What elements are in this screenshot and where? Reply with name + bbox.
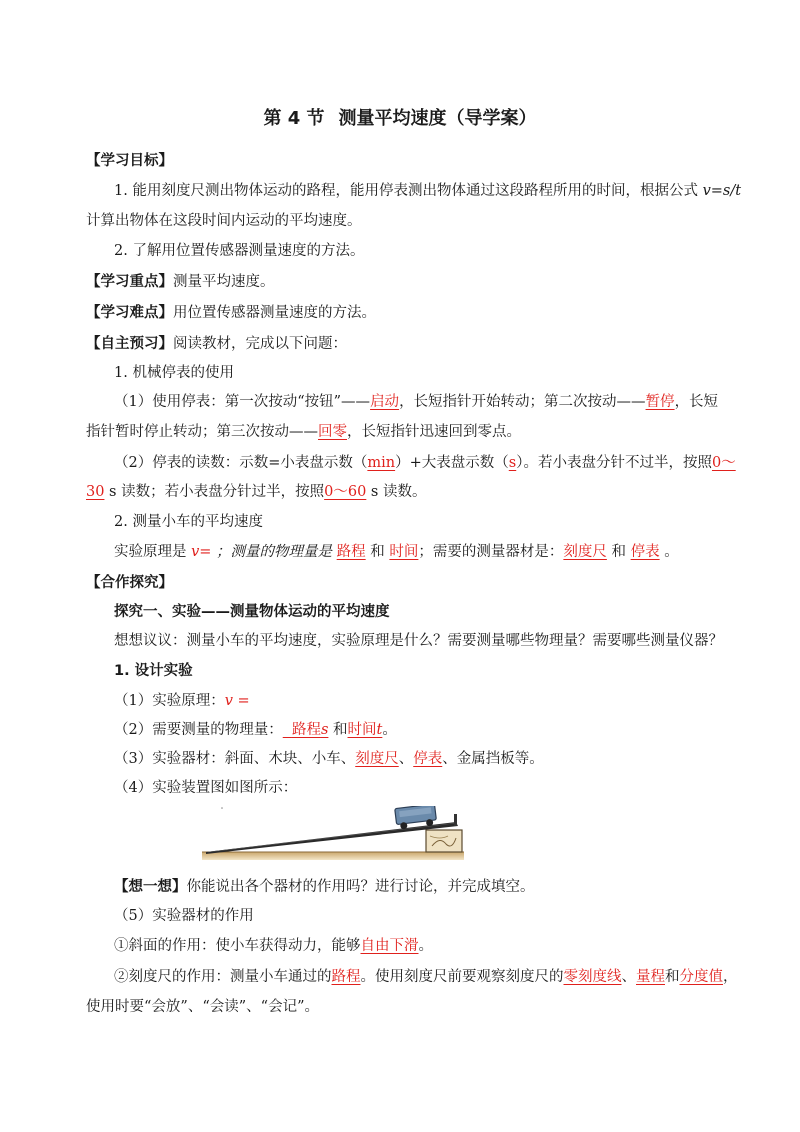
key-point: 【学习重点】测量平均速度。 [86, 274, 275, 290]
preview-heading: 【自主预习】阅读教材，完成以下问题： [86, 336, 347, 352]
goal-2: 2. 了解用位置传感器测量速度的方法。 [114, 243, 365, 259]
incline-apparatus-illustration [200, 806, 470, 868]
coop-heading: 【合作探究】 [86, 575, 173, 591]
principle-line: 实验原理是 v= ；测量的物理量是 路程 和 时间；需要的测量器材是：刻度尺 和 停表 。 [114, 544, 679, 560]
answer-pause: 暂停 [645, 394, 675, 410]
design-equipment: （3）实验器材：斜面、木块、小车、刻度尺、停表、金属挡板等。 [114, 751, 544, 767]
stopwatch-usage-cont: 指针暂时停止转动；第三次按动——回零，长短指针迅速回到零点。 [86, 424, 521, 440]
page-title: 第 4 节 测量平均速度（导学案） [263, 108, 537, 129]
think-prompt: 【想一想】你能说出各个器材的作用吗？进行讨论，并完成填空。 [114, 879, 535, 895]
stopwatch-reading-cont: 30 s 读数；若小表盘分针过半，按照0～60 s 读数。 [86, 484, 427, 500]
equipment-roles-title: （5）实验器材的作用 [114, 908, 254, 924]
goal-1: 1. 能用刻度尺测出物体运动的路程，能用停表测出物体通过这段路程所用的时间，根据公式 v=s/t [114, 183, 742, 199]
discussion-question: 想想议议：测量小车的平均速度，实验原理是什么？需要测量哪些物理量？需要哪些测量仪器？ [114, 633, 723, 649]
design-principle: （1）实验原理：v = [114, 693, 250, 709]
ruler-role: ②刻度尺的作用：测量小车通过的路程。使用刻度尺前要观察刻度尺的零刻度线、量程和分度值， [114, 969, 738, 985]
design-title: 1. 设计实验 [114, 663, 193, 679]
ruler-role-cont: 使用时要“会放”、“会读”、“会记”。 [86, 999, 319, 1015]
stopwatch-reading: （2）停表的读数：示数=小表盘示数（min）+大表盘示数（s）。若小表盘分针不过半，按照0～ [114, 455, 736, 471]
formula: v=s/t [702, 183, 742, 199]
difficulty: 【学习难点】用位置传感器测量速度的方法。 [86, 305, 376, 321]
incline-role: ①斜面的作用：使小车获得动力，能够自由下滑。 [114, 938, 433, 954]
cart-speed-subtitle: 2. 测量小车的平均速度 [114, 514, 263, 530]
stopwatch-usage: （1）使用停表：第一次按动“按钮”——启动，长短指针开始转动；第二次按动——暂停，长短 [114, 394, 719, 410]
stopwatch-subtitle: 1. 机械停表的使用 [114, 365, 234, 381]
answer-reset: 回零 [318, 424, 347, 440]
explore-title: 探究一、实验——测量物体运动的平均速度 [114, 604, 390, 620]
answer-start: 启动 [370, 394, 400, 410]
design-quantities: （2）需要测量的物理量： 路程s 和时间t。 [114, 722, 397, 738]
goals-heading: 【学习目标】 [86, 153, 173, 169]
goal-1-cont: 计算出物体在这段时间内运动的平均速度。 [86, 213, 362, 229]
design-apparatus: （4）实验装置图如图所示： [114, 780, 298, 796]
